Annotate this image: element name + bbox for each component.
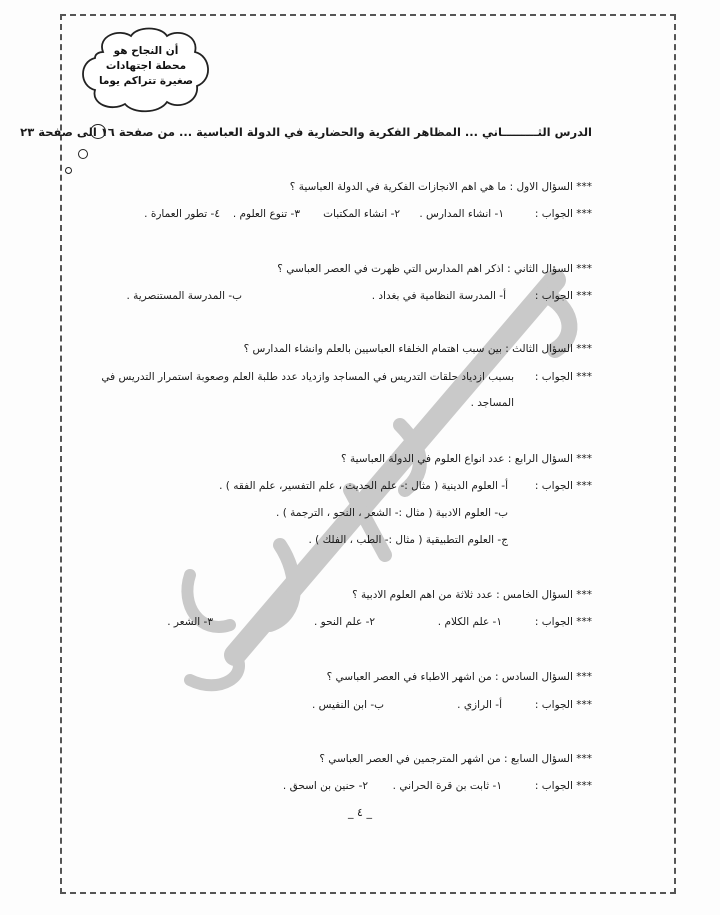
answer-label: *** الجواب : — [534, 480, 592, 492]
motto-line-2: محطة اجتهادات — [105, 60, 187, 72]
motto-line-3: صغيرة تتراكم يوما — [98, 75, 194, 87]
question-4-text: *** السؤال الرابع : عدد انواع العلوم في الدولة العباسية ؟ — [341, 453, 592, 465]
answer-1-item-1: ١- انشاء المدارس . — [419, 208, 504, 220]
answer-label: *** الجواب : — [534, 290, 592, 302]
answer-4-item-3: ج- العلوم التطبيقية ( مثال :- الطب ، الفلك ) . — [308, 534, 508, 546]
question-7-text: *** السؤال السابع : من اشهر المترجمين في العصر العباسي ؟ — [319, 753, 592, 765]
thought-bubble-small — [65, 167, 72, 174]
question-2-text: *** السؤال الثاني : اذكر اهم المدارس التي ظهرت في العصر العباسي ؟ — [277, 263, 592, 275]
answer-label: *** الجواب : — [534, 616, 592, 628]
answer-7-item-2: ٢- حنين بن اسحق . — [282, 780, 368, 792]
answer-1-item-2: ٢- انشاء المكتبات — [323, 208, 400, 220]
thought-bubble-medium — [78, 149, 88, 159]
question-6-text: *** السؤال السادس : من اشهر الاطباء في العصر العباسي ؟ — [326, 671, 592, 683]
motto-cloud — [75, 24, 215, 116]
answer-5-item-1: ١- علم الكلام . — [437, 616, 502, 628]
answer-label: *** الجواب : — [534, 371, 592, 383]
question-3-text: *** السؤال الثالث : بين سبب اهتمام الخلفاء العباسيين بالعلم وانشاء المدارس ؟ — [243, 343, 592, 355]
answer-3-line-2: المساجد . — [470, 397, 514, 409]
answer-label: *** الجواب : — [534, 208, 592, 220]
motto-line-1: أن النجاح هو — [113, 45, 179, 57]
answer-1-item-4: ٤- تطور العمارة . — [144, 208, 220, 220]
question-5-text: *** السؤال الخامس : عدد ثلاثة من اهم العلوم الادبية ؟ — [352, 589, 592, 601]
answer-1-item-3: ٣- تنوع العلوم . — [232, 208, 300, 220]
answer-5-item-3: ٣- الشعر . — [167, 616, 213, 628]
motto-text — [95, 44, 197, 89]
answer-7-item-1: ١- ثابت بن قرة الحراني . — [392, 780, 502, 792]
answer-2-item-1: أ- المدرسة النظامية في بغداد . — [371, 290, 506, 302]
answer-4-item-2: ب- العلوم الادبية ( مثال :- الشعر ، النحو ، الترجمة ) . — [276, 507, 508, 519]
lesson-title: الدرس الثـــــــــاني ... المظاهر الفكرية والحضارية في الدولة العباسية ... من صفحة ١٦ الى صفحة ٢٣ — [20, 125, 592, 139]
answer-6-item-2: ب- ابن النفيس . — [311, 699, 384, 711]
answer-label: *** الجواب : — [534, 699, 592, 711]
answer-4-item-1: أ- العلوم الدينية ( مثال :- علم الحديث ، علم التفسير، علم الفقه ) . — [219, 480, 508, 492]
question-1-text: *** السؤال الاول : ما هي اهم الانجازات الفكرية في الدولة العباسية ؟ — [289, 181, 592, 193]
page-number: _ ٤ _ — [348, 806, 372, 819]
answer-3-line-1: بسبب ازدياد حلقات التدريس في المساجد وازدياد عدد طلبة العلم وصعوبة استمرار التدريس في — [101, 371, 514, 383]
answer-6-item-1: أ- الرازي . — [457, 699, 502, 711]
answer-5-item-2: ٢- علم النحو . — [314, 616, 375, 628]
answer-label: *** الجواب : — [534, 780, 592, 792]
answer-2-item-2: ب- المدرسة المستنصرية . — [126, 290, 242, 302]
